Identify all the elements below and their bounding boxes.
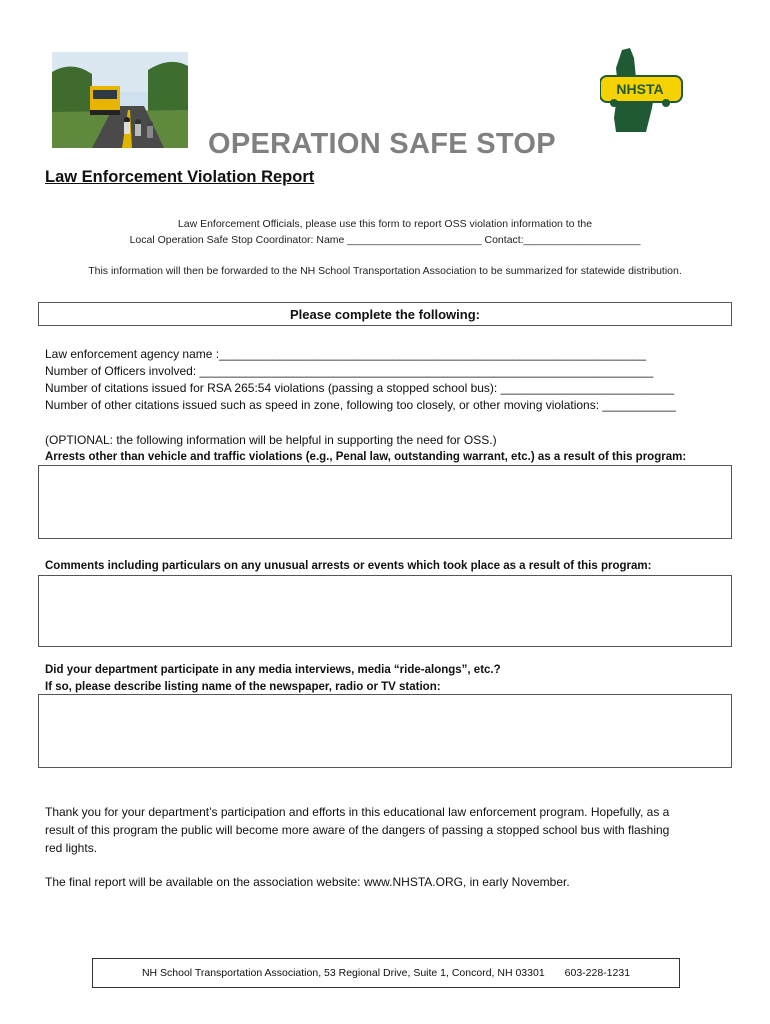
officers-field[interactable]: Number of Officers involved: ____________________________________________________________________ (45, 364, 654, 378)
arrests-textbox[interactable] (38, 465, 732, 539)
intro-line-3: This information will then be forwarded to the NH School Transportation Association to be summarized for statewide distribution. (88, 265, 682, 277)
closing-line-3: red lights. (45, 841, 98, 855)
final-report-note: The final report will be available on the association website: www.NHSTA.ORG, in early November. (45, 875, 570, 889)
citations-other-field[interactable]: Number of other citations issued such as speed in zone, following too closely, or other moving violations: ___________ (45, 398, 676, 412)
report-subtitle: Law Enforcement Violation Report (45, 168, 315, 186)
complete-following-box (38, 302, 732, 326)
intro-line-2: Local Operation Safe Stop Coordinator: Name _______________________ Contact:____________________ (129, 234, 641, 246)
closing-line-1: Thank you for your department’s participation and efforts in this educational law enforcement program. Hopefully, as a (45, 805, 670, 819)
nhsta-logo (600, 48, 686, 132)
arrests-label: Arrests other than vehicle and traffic violations (e.g., Penal law, outstanding warrant, etc.) as a result of this program: (45, 451, 687, 463)
citations-rsa-field[interactable]: Number of citations issued for RSA 265:54 violations (passing a stopped school bus): __________________________ (45, 381, 675, 395)
intro-line-1: Law Enforcement Officials, please use this form to report OSS violation information to the (177, 218, 593, 230)
media-textbox[interactable] (38, 694, 732, 768)
optional-note: (OPTIONAL: the following information will be helpful in supporting the need for OSS.) (45, 433, 497, 447)
school-bus-photo (52, 52, 188, 148)
media-describe-label: If so, please describe listing name of the newspaper, radio or TV station: (45, 681, 441, 693)
logo-text: NHSTA (616, 81, 664, 97)
complete-following-label: Please complete the following: (290, 306, 480, 322)
closing-line-2: result of this program the public will become more aware of the dangers of passing a stopped school bus with flashing (45, 823, 670, 837)
footer-address: NH School Transportation Association, 53 Regional Drive, Suite 1, Concord, NH 03301 (141, 967, 545, 979)
page-title: OPERATION SAFE STOP (208, 128, 556, 160)
comments-label: Comments including particulars on any unusual arrests or events which took place as a result of this program: (45, 560, 652, 572)
media-question: Did your department participate in any media interviews, media “ride-alongs”, etc.? (45, 664, 501, 676)
agency-field[interactable]: Law enforcement agency name :________________________________________________________________ (45, 347, 647, 361)
footer-box (92, 958, 680, 988)
footer-phone: 603-228-1231 (564, 967, 631, 979)
comments-textbox[interactable] (38, 575, 732, 647)
